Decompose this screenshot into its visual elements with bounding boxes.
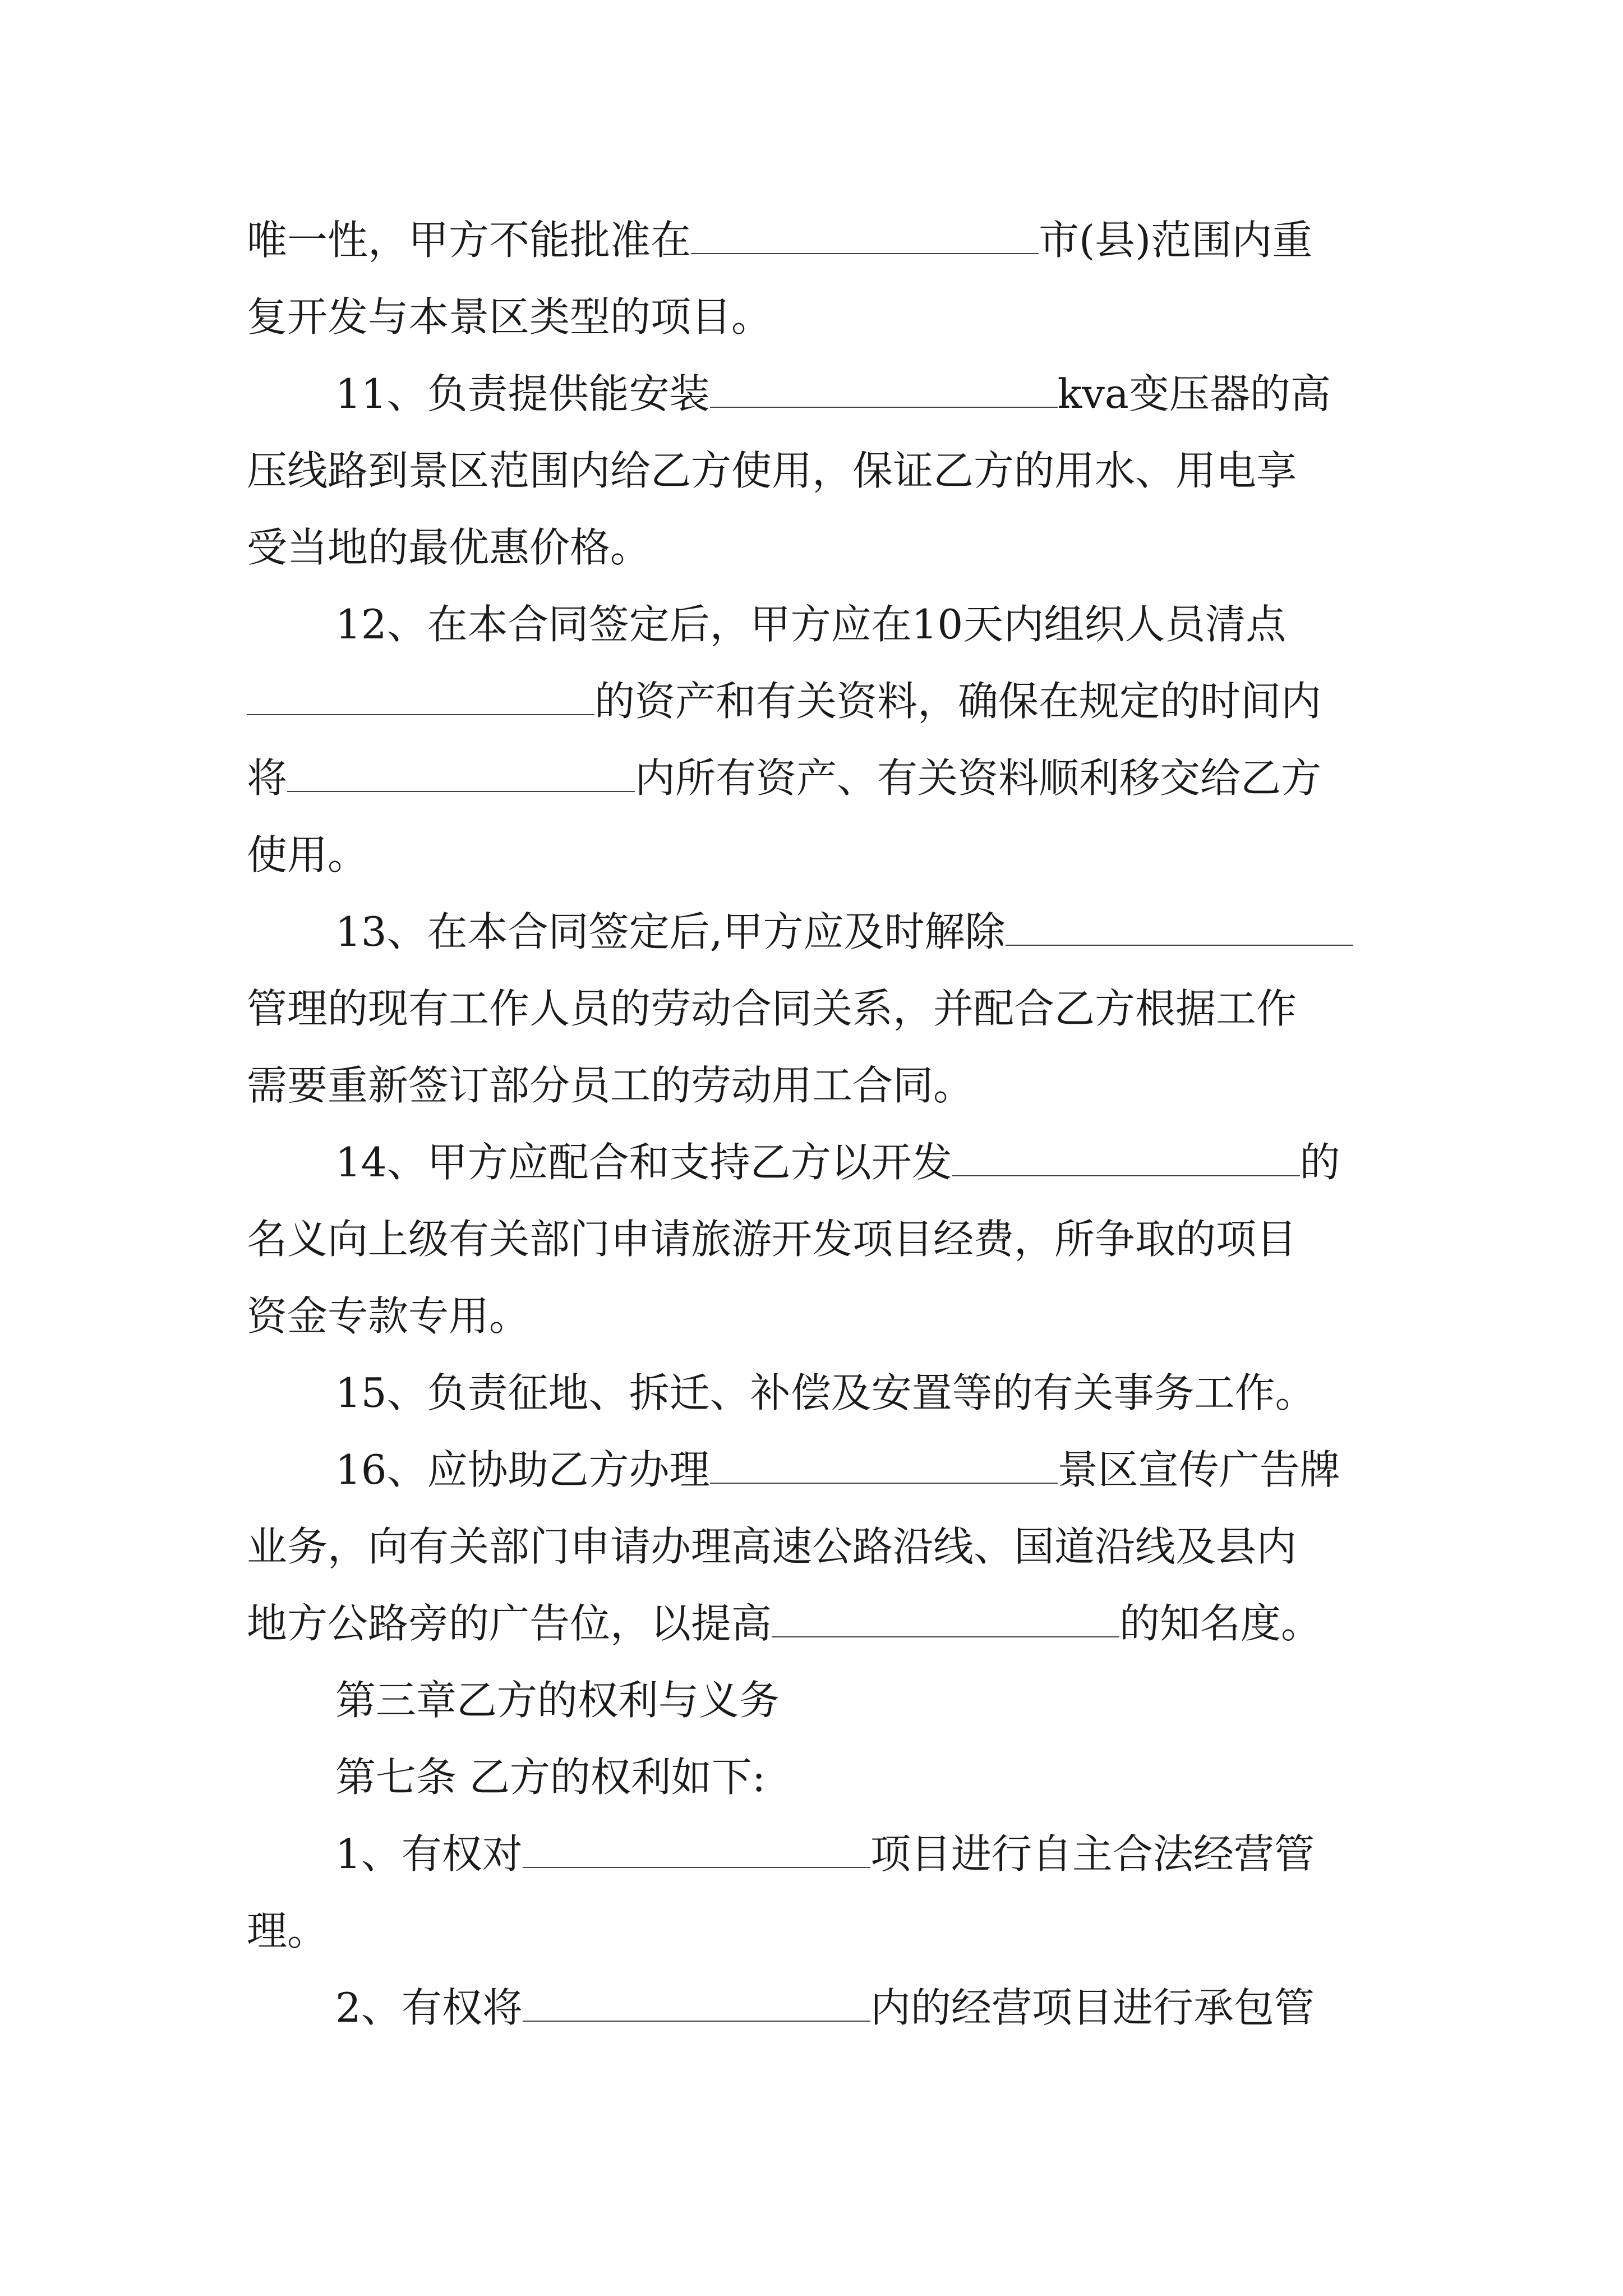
fill-in-blank (523, 1831, 870, 1868)
text-line-12 (247, 1047, 1385, 1124)
text-line-24 (247, 1970, 1385, 2046)
line-text: 市(县)范围内重 (1039, 217, 1313, 264)
line-text: 管理的现有工作人员的劳动合同关系，并配合乙方根据工作 (247, 985, 1297, 1032)
text-line-17 (247, 1432, 1385, 1508)
line-text: 需要重新签订部分员工的劳动用工合同。 (247, 1062, 974, 1109)
chapter-heading (247, 1662, 1385, 1739)
line-text: 1、有权对 (335, 1830, 523, 1878)
line-text: 地方公路旁的广告位，以提高 (247, 1600, 772, 1647)
fill-in-blank (247, 678, 594, 715)
fill-in-blank (287, 755, 635, 792)
text-line-23 (247, 1893, 1385, 1970)
text-line-3 (247, 356, 1385, 432)
fill-in-blank (691, 217, 1039, 254)
text-line-18 (247, 1508, 1385, 1585)
line-text: 13、在本合同签定后,甲方应及时解除 (335, 908, 1006, 955)
text-line-1 (247, 202, 1385, 279)
line-text: 16、应协助乙方办理 (335, 1446, 710, 1493)
text-line-4 (247, 432, 1385, 509)
text-line-10 (247, 894, 1385, 970)
fill-in-blank (1006, 909, 1353, 946)
line-text: 的资产和有关资料，确保在规定的时间内 (594, 678, 1322, 725)
line-text: 第三章乙方的权利与义务 (335, 1677, 780, 1724)
line-text: 的 (1299, 1139, 1340, 1186)
line-text: 项目进行自主合法经营管 (870, 1830, 1315, 1878)
line-text: 名义向上级有关部门申请旅游开发项目经费，所争取的项目 (247, 1216, 1297, 1263)
line-text: 14、甲方应配合和支持乙方以开发 (335, 1139, 952, 1186)
article-heading (247, 1739, 1385, 1816)
fill-in-blank (710, 1447, 1058, 1484)
fill-in-blank (710, 371, 1058, 408)
line-text: 12、在本合同签定后，甲方应在10天内组织人员清点 (335, 601, 1287, 648)
line-text: 11、负责提供能安装 (335, 370, 710, 417)
text-line-9 (247, 817, 1385, 894)
line-text: 资金专款专用。 (247, 1292, 530, 1340)
line-text: 受当地的最优惠价格。 (247, 524, 651, 571)
line-text: 使用。 (247, 831, 368, 878)
text-line-22 (247, 1816, 1385, 1893)
text-line-8 (247, 740, 1385, 817)
line-text: 2、有权将 (335, 1984, 523, 2031)
line-text: 将 (247, 754, 288, 802)
line-text: 15、负责征地、拆迁、补偿及安置等的有关事务工作。 (335, 1369, 1316, 1416)
line-text: 内的经营项目进行承包管 (870, 1984, 1315, 2031)
text-line-15 (247, 1278, 1385, 1355)
text-line-16 (247, 1355, 1385, 1432)
text-line-6 (247, 586, 1385, 663)
line-text: 的知名度。 (1119, 1600, 1322, 1647)
line-text: 复开发与本景区类型的项目。 (247, 293, 772, 341)
text-line-2 (247, 279, 1385, 356)
line-text: 理。 (247, 1907, 328, 1954)
line-text: 第七条 乙方的权利如下: (335, 1754, 766, 1801)
text-line-13 (247, 1124, 1385, 1201)
text-line-5 (247, 509, 1385, 586)
fill-in-blank (952, 1139, 1300, 1176)
line-text: 压线路到景区范围内给乙方使用，保证乙方的用水、用电享 (247, 447, 1297, 494)
text-line-7 (247, 663, 1385, 740)
line-text: 景区宣传广告牌 (1057, 1446, 1340, 1493)
text-line-14 (247, 1201, 1385, 1278)
text-line-11 (247, 970, 1385, 1047)
line-text: kva变压器的高 (1057, 370, 1331, 417)
text-line-19 (247, 1585, 1385, 1662)
fill-in-blank (772, 1600, 1119, 1637)
line-text: 唯一性，甲方不能批准在 (247, 217, 691, 264)
line-text: 内所有资产、有关资料顺利移交给乙方 (635, 754, 1322, 802)
line-text: 业务，向有关部门申请办理高速公路沿线、国道沿线及县内 (247, 1523, 1297, 1570)
fill-in-blank (523, 1985, 870, 2022)
document-page (247, 202, 1385, 2046)
